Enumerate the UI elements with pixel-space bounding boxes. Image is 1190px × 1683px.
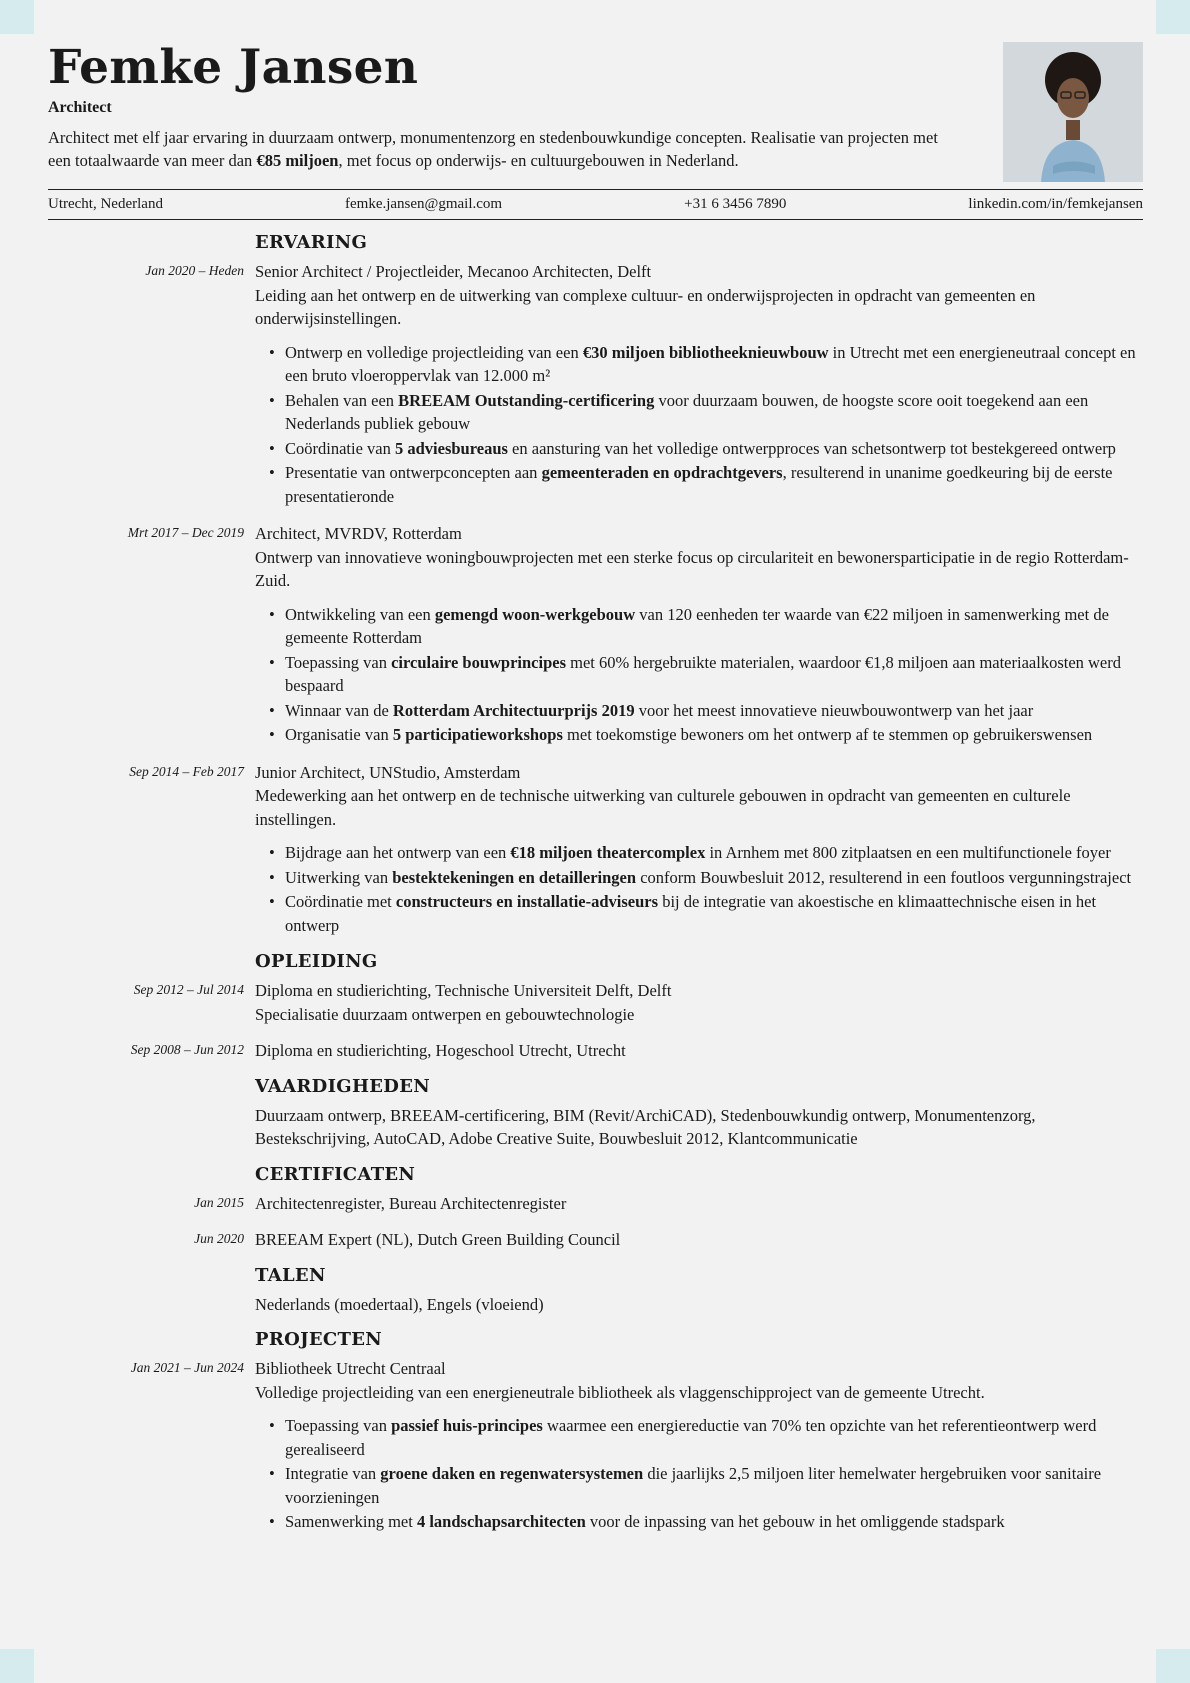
text-run: Architect met elf jaar ervaring in duurzaam ontwerp, monumentenzorg en stedenbouwkundige concepten. Realisatie van projecten met een totaalwaarde van meer dan [48,128,938,170]
bold-highlight: €30 miljoen bibliotheeknieuwbouw [582,342,829,362]
bullet-item [269,1462,1143,1509]
entry-row [48,761,1143,939]
text-run: Winnaar van de [285,700,393,720]
contact-location: Utrecht, Nederland [48,196,163,212]
text-run: Uitwerking van [285,867,393,887]
text-run: Organisatie van [285,725,393,744]
entry-date: Jan 2020 – Heden [145,263,244,278]
entry-body [255,260,1143,509]
resume-page [48,0,1143,1531]
job-title: Architect [48,99,112,116]
profile-photo [1003,42,1143,182]
contact-bar [48,189,1143,220]
entry-description: Volledige projectleiding van een energieneutrale bibliotheek als vlaggenschipproject van de gemeente Utrecht. [255,1382,985,1402]
bullet-item [269,389,1143,436]
bullet-item [269,1414,1143,1461]
entry-row [48,1357,1143,1535]
entry-date: Mrt 2017 – Dec 2019 [127,525,244,540]
text-run: Coördinatie met [285,892,396,911]
section-title: CERTIFICATEN [255,1163,416,1185]
text-run: Toepassing van [285,652,392,672]
corner-decoration [0,0,34,34]
resume-content [48,232,1143,1548]
bullet-item [269,841,1143,865]
bullet-item [269,651,1143,698]
contact-linkedin[interactable]: linkedin.com/in/femkejansen [968,196,1143,212]
bullet-list [269,841,1143,937]
bullet-item [269,603,1143,650]
text-run: in Utrecht met een energieneutraal concept en een bruto vloeroppervlak van 12.000 m² [285,342,1136,385]
entry-heading: Diploma en studierichting, Technische Universiteit Delft, Delft [255,981,672,1000]
bullet-item [269,699,1143,723]
text-run: Integratie van [285,1464,381,1483]
text-run: waarmee een energiereductie van 70% ten opzichte van het referentieontwerp werd gerealiseerd [285,1416,1097,1459]
entry-heading: Junior Architect, UNStudio, Amsterdam [255,762,521,782]
entry-row [48,1228,1143,1252]
contact-phone[interactable]: +31 6 3456 7890 [684,196,787,212]
portrait-image [1003,42,1143,182]
bullet-item [269,723,1143,747]
text-run: die jaarlijks 2,5 miljoen liter hemelwater hergebruiken voor sanitaire voorzieningen [285,1464,1102,1507]
section-title: PROJECTEN [255,1329,383,1350]
entry-heading: Architect, MVRDV, Rotterdam [255,524,462,543]
bold-highlight: bestektekeningen en detailleringen [392,867,637,887]
text-run: met 60% hergebruikte materialen, waardoor €1,8 miljoen aan materiaalkosten werd bespaard [285,652,1122,695]
bullet-list [269,603,1143,747]
entry-row [48,1039,1143,1063]
text-run: , resulterend in unanime goedkeuring bij de eerste presentatieronde [285,463,1113,506]
section-opleiding [48,951,1143,1063]
bold-highlight: €85 miljoen [256,151,339,170]
bold-highlight: Rotterdam Architectuurprijs 2019 [392,700,635,720]
text-run: en aansturing van het volledige ontwerpproces van schetsontwerp tot bestekgereed ontwerp [507,438,1116,458]
text-run: voor het meest innovatieve nieuwbouwontwerp van het jaar [634,700,1034,720]
text-run: , met focus op onderwijs- en cultuurgebouwen in Nederland. [338,151,739,170]
text-run: Samenwerking met [285,1512,417,1531]
section-title: OPLEIDING [255,951,378,972]
bold-highlight: BREEAM Outstanding-certificering [398,390,655,410]
entry-heading: Bibliotheek Utrecht Centraal [255,1359,446,1378]
entry-heading: Architectenregister, Bureau Architectenregister [255,1193,567,1213]
entry-description: Medewerking aan het ontwerp en de technische uitwerking van culturele gebouwen in opdracht van gemeenten en culturele instellingen. [255,786,1071,829]
section-vaardigheden [48,1076,1143,1151]
bold-highlight: constructeurs en installatie-adviseurs [395,892,659,911]
entry-body [255,522,1143,748]
entry-row [48,522,1143,748]
section-title: ERVARING [255,232,368,253]
text-run: voor duurzaam bouwen, de hoogste score ooit toegekend aan een Nederlands publiek gebouw [285,390,1089,433]
entry-body [255,979,1143,1026]
entry-body [255,1039,1143,1063]
entry-description: Leiding aan het ontwerp en de uitwerking van complexe cultuur- en onderwijsprojecten in opdracht van gemeenten en onderwijsinstellingen. [255,285,1036,328]
section-title: TALEN [255,1264,326,1286]
bullet-item [269,341,1143,388]
entry-heading: Diploma en studierichting, Hogeschool Utrecht, Utrecht [255,1041,626,1060]
entry-description: Ontwerp van innovatieve woningbouwprojecten met een sterke focus op circulariteit en bewonersparticipatie in de regio Rotterdam-Zuid. [255,547,1129,590]
text-run: in Arnhem met 800 zitplaatsen en een multifunctionele foyer [705,843,1111,862]
entry-body [255,1192,1143,1216]
bullet-list [269,341,1143,509]
section-title: VAARDIGHEDEN [255,1075,430,1097]
entry-heading: BREEAM Expert (NL), Dutch Green Building Council [255,1230,621,1249]
bold-highlight: 5 participatieworkshops [392,725,563,744]
text-run: Behalen van een [285,390,399,410]
corner-decoration [1156,0,1190,34]
text-run: Toepassing van [285,1416,392,1435]
text-run: Bijdrage aan het ontwerp van een [285,843,511,862]
text-run: Presentatie van ontwerpconcepten aan [285,463,542,482]
text-run: conform Bouwbesluit 2012, resulterend in een foutloos vergunningstraject [636,867,1132,887]
text-run: met toekomstige bewoners om het ontwerp af te stemmen op gebruikerswensen [562,725,1093,744]
bold-highlight: gemengd woon-werkgebouw [434,604,636,624]
text-run: voor de inpassing van het gebouw in het omliggende stadspark [585,1512,1005,1531]
text-run: Coördinatie van [285,438,395,458]
profile-summary [48,126,948,172]
bold-highlight: groene daken en regenwatersystemen [380,1464,644,1483]
section-projecten [48,1329,1143,1535]
bold-highlight: passief huis-principes [391,1416,543,1435]
corner-decoration [0,1649,34,1683]
bold-highlight: 5 adviesbureaus [394,438,508,458]
entry-date: Jun 2020 [194,1231,244,1246]
corner-decoration [1156,1649,1190,1683]
bullet-item [269,890,1143,937]
text-run: Ontwerp en volledige projectleiding van een [285,342,583,362]
resume-header [48,0,1143,186]
entry-date: Sep 2012 – Jul 2014 [133,982,244,997]
entry-row [48,979,1143,1026]
entry-date: Sep 2008 – Jun 2012 [130,1042,244,1057]
entry-body [255,1357,1143,1535]
entry-date: Sep 2014 – Feb 2017 [129,763,244,779]
section-talen [48,1265,1143,1317]
bullet-item [269,866,1143,890]
entry-description: Specialisatie duurzaam ontwerpen en gebouwtechnologie [255,1004,635,1024]
entry-body [255,1228,1143,1252]
bullet-item [269,1510,1143,1534]
entry-body [255,761,1143,939]
bold-highlight: €18 miljoen theatercomplex [510,843,706,862]
bullet-item [269,437,1143,461]
entry-heading: Senior Architect / Projectleider, Mecanoo Architecten, Delft [255,262,652,281]
bold-highlight: 4 landschapsarchitecten [416,1512,586,1531]
bold-highlight: circulaire bouwprincipes [391,652,567,672]
section-certificaten [48,1164,1143,1252]
section-text: Duurzaam ontwerp, BREEAM-certificering, BIM (Revit/ArchiCAD), Stedenbouwkundig ontwerp, Monumentenzorg, Bestekschrijving, AutoCAD, Adobe Creative Suite, Bouwbesluit 2012, Klantcommunicatie [255,1105,1036,1148]
text-run: Ontwikkeling van een [285,604,435,624]
entry-date: Jan 2015 [194,1194,244,1210]
entry-date: Jan 2021 – Jun 2024 [130,1360,244,1375]
candidate-name: Femke Jansen [48,40,419,95]
bullet-item [269,461,1143,508]
section-ervaring [48,232,1143,938]
text-run: bij de integratie van akoestische en klimaattechnische eisen in het ontwerp [285,892,1097,935]
contact-email[interactable]: femke.jansen@gmail.com [345,196,503,212]
entry-row [48,1192,1143,1216]
section-text: Nederlands (moedertaal), Engels (vloeiend) [255,1294,544,1314]
bullet-list [269,1414,1143,1534]
entry-row [48,260,1143,509]
bold-highlight: gemeenteraden en opdrachtgevers [541,463,783,482]
text-run: van 120 eenheden ter waarde van €22 miljoen in samenwerking met de gemeente Rotterdam [285,604,1109,647]
